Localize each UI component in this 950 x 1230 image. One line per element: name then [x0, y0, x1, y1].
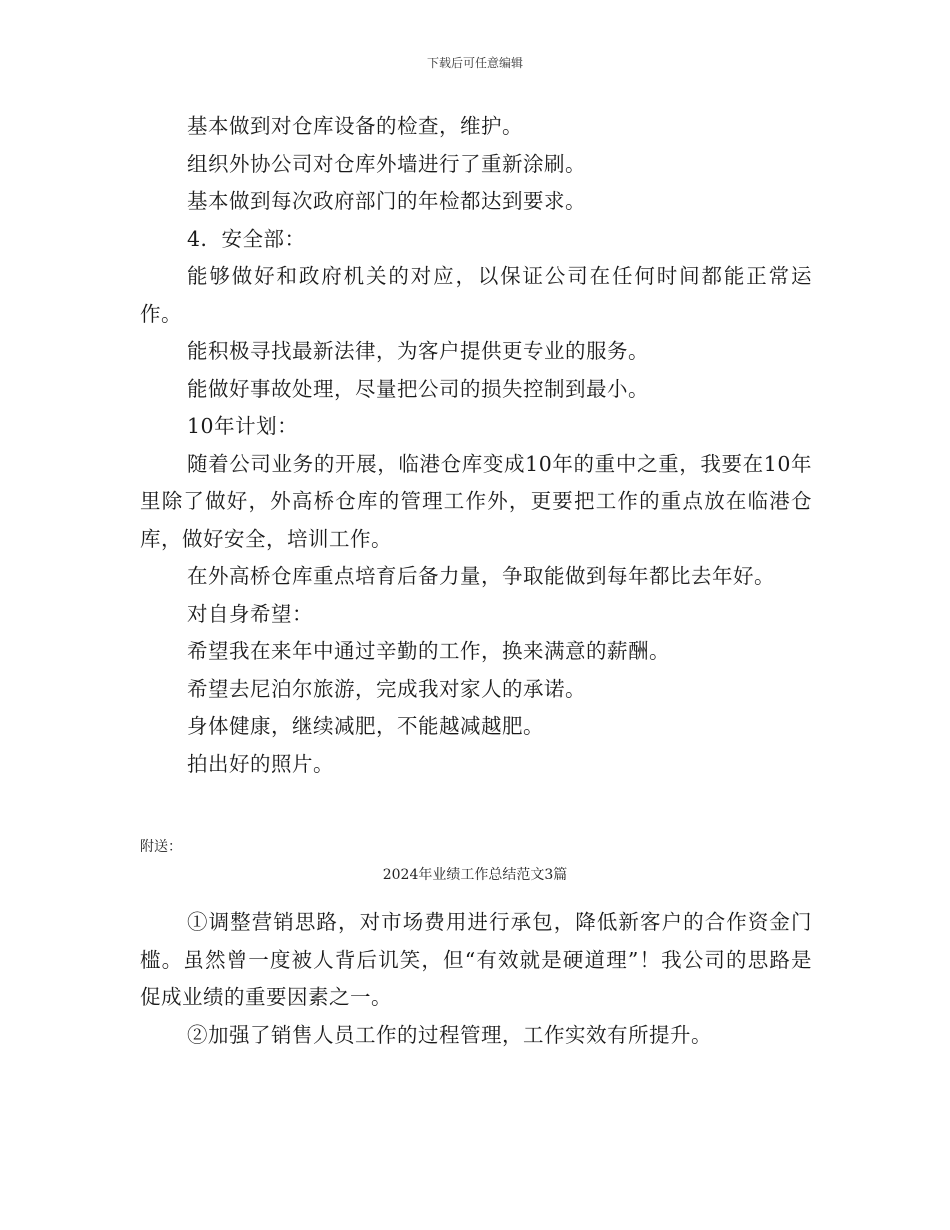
paragraph: 希望我在来年中通过辛勤的工作，换来满意的薪酬。	[187, 639, 670, 663]
page-header: 下载后可任意编辑	[426, 56, 523, 70]
paragraph: 能做好事故处理，尽量把公司的损失控制到最小。	[187, 376, 649, 401]
appendix-body	[140, 904, 812, 1054]
paragraph: 希望去尼泊尔旅游，完成我对家人的承诺。	[187, 676, 586, 701]
document-body	[140, 108, 812, 783]
paragraph: 拍出好的照片。	[187, 751, 334, 776]
paragraph: 身体健康，继续减肥，不能越减越肥。	[187, 714, 544, 738]
appendix-label: 附送：	[140, 839, 182, 855]
section-heading: 对自身希望：	[187, 601, 313, 626]
paragraph: 基本做到每次政府部门的年检都达到要求。	[187, 189, 586, 213]
paragraph: 基本做到对仓库设备的检查，维护。	[187, 114, 523, 138]
paragraph: 能积极寻找最新法律，为客户提供更专业的服务。	[187, 339, 649, 363]
section-heading: 10年计划：	[187, 414, 299, 438]
appendix-title: 2024年业绩工作总结范文3篇	[382, 867, 568, 883]
section-heading: 4．安全部：	[187, 226, 306, 251]
paragraph: ②加强了销售人员工作的过程管理，工作实效有所提升。	[187, 1022, 712, 1047]
paragraph: 随着公司业务的开展，临港仓库变成10年的重中之重，我要在10年里除了做好，外高桥仓库的管理工作外，更要把工作的重点放在临港仓库，做好安全，培训工作。	[140, 451, 812, 551]
paragraph: 能够做好和政府机关的对应，以保证公司在任何时间都能正常运作。	[140, 264, 812, 326]
paragraph: 组织外协公司对仓库外墙进行了重新涂刷。	[187, 151, 586, 176]
paragraph: ①调整营销思路，对市场费用进行承包，降低新客户的合作资金门槛。虽然曾一度被人背后讥笑，但“有效就是硬道理”！我公司的思路是促成业绩的重要因素之一。	[140, 910, 812, 1009]
paragraph: 在外高桥仓库重点培育后备力量，争取能做到每年都比去年好。	[187, 564, 775, 588]
